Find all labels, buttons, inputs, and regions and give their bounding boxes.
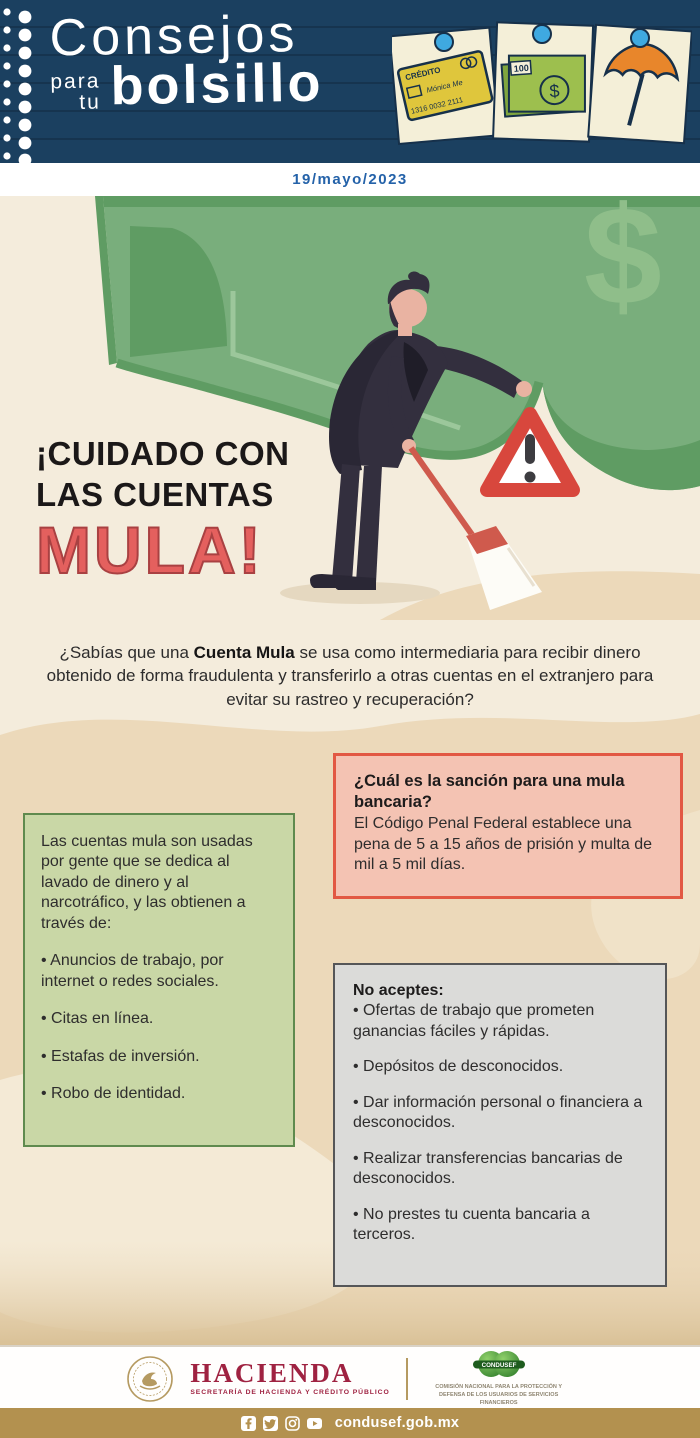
pin-icon <box>533 25 551 43</box>
condusef-subtitle: COMISIÓN NACIONAL PARA LA PROTECCIÓN Y DEFENSA DE LOS USUARIOS DE SERVICIOS FINANCIEROS <box>435 1383 562 1407</box>
list-item: • No prestes tu cuenta bancaria a terceros. <box>353 1205 590 1244</box>
sanction-box <box>333 753 683 899</box>
spiral-binding-icon <box>0 0 40 163</box>
list-item: • Estafas de inversión. <box>41 1047 200 1065</box>
hero-line3: MULA! <box>36 512 264 587</box>
twitter-icon[interactable] <box>263 1416 278 1431</box>
svg-text:CRÉDITO: CRÉDITO <box>404 65 442 83</box>
mule-sources-box <box>23 813 295 1147</box>
brand-line1: Consejos <box>49 5 299 68</box>
condusef-logo <box>424 1350 574 1408</box>
hero-title <box>36 433 289 585</box>
sticky-notes-illustration <box>392 14 692 159</box>
list-item: • Realizar transferencias bancarias de desconocidos. <box>353 1149 623 1188</box>
advice-title: No aceptes: <box>353 982 444 999</box>
instagram-icon[interactable] <box>285 1416 300 1431</box>
list-item: • Ofertas de trabajo que prometen ganancias fáciles y rápidas. <box>353 1002 595 1040</box>
brand-title <box>49 4 324 117</box>
hacienda-wordmark: HACIENDA <box>190 1358 354 1389</box>
svg-text:100: 100 <box>513 62 530 74</box>
intro-pre: ¿Sabías que una <box>59 643 194 662</box>
header-banner <box>0 0 700 163</box>
list-item: • Citas en línea. <box>41 1010 154 1028</box>
condusef-spheres-icon <box>472 1350 526 1380</box>
svg-text:$: $ <box>548 80 561 102</box>
svg-text:Mónica Me: Mónica Me <box>425 77 464 95</box>
svg-text:CONDUSEF: CONDUSEF <box>481 1361 517 1369</box>
footer-divider <box>406 1358 408 1400</box>
list-item: • Dar información personal o financiera a desconocidos. <box>353 1093 643 1132</box>
hero-line2: LAS CUENTAS <box>36 476 274 514</box>
date-band <box>0 163 700 196</box>
brand-word-tu: tu <box>79 90 101 115</box>
hacienda-logo <box>190 1360 389 1397</box>
list-item: • Depósitos de desconocidos. <box>353 1058 564 1076</box>
sanction-body: El Código Penal Federal establece una pena de 5 a 15 años de prisión y multa de mil a 5 mil días. <box>354 814 652 874</box>
list-item: • Anuncios de trabajo, por internet o redes sociales. <box>41 952 224 990</box>
dollar-sign: $ <box>584 196 662 334</box>
svg-text:1316 0032 2111: 1316 0032 2111 <box>410 95 464 116</box>
hero-line1: ¡CUIDADO CON <box>36 435 290 472</box>
mexico-seal-icon <box>126 1355 174 1403</box>
intro-post: se usa como intermediaria para recibir dinero obtenido de forma fraudulenta y transferirlo a otras cuentas en el extranjero para evitar su rastreo y recuperación? <box>46 643 654 709</box>
hacienda-subtitle: SECRETARÍA DE HACIENDA Y CRÉDITO PÚBLICO <box>190 1389 390 1397</box>
footer-social-bar <box>0 1408 700 1438</box>
pin-icon <box>435 33 453 51</box>
sanction-title: ¿Cuál es la sanción para una mula bancaria? <box>354 772 625 812</box>
intro-paragraph <box>30 641 670 711</box>
sources-intro: Las cuentas mula son usadas por gente que se dedica al lavado de dinero y al narcotráfico, y las obtienen a través de: <box>41 833 253 932</box>
website-link[interactable]: condusef.gob.mx <box>334 1415 460 1431</box>
list-item: • Robo de identidad. <box>41 1085 186 1103</box>
intro-term: Cuenta Mula <box>193 643 295 662</box>
pin-icon <box>631 29 649 47</box>
brand-line2: bolsillo <box>109 52 324 117</box>
footer-logos <box>0 1345 700 1410</box>
youtube-icon[interactable] <box>307 1416 322 1431</box>
publish-date: 19/mayo/2023 <box>292 171 408 188</box>
advice-box <box>333 963 667 1287</box>
brand-word-para: para <box>50 69 101 94</box>
facebook-icon[interactable] <box>241 1416 256 1431</box>
